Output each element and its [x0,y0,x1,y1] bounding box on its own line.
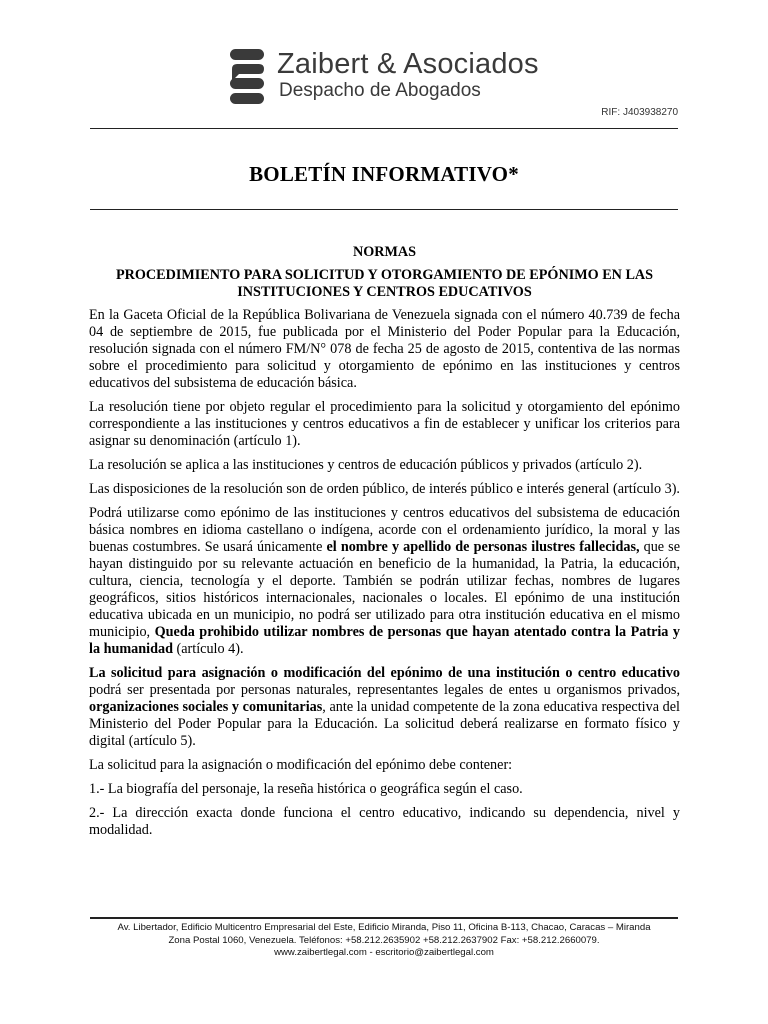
paragraph-5-text-b: que se hayan distinguido por su relevante actuación en beneficio de la humanidad, la Patria, la educación, cultura, ciencia, tecnología y el deporte. También se podrán utilizar fechas, nombres de lugares geográficos, sitios históricos internacionales, nacionales o locales. El epónimo de una institución educativa ubicada en un municipio, no podrá ser utilizado para otra institución educativa en el mismo municipio, [89,539,680,640]
paragraph-5-bold-a: el nombre y apellido de personas ilustres fallecidas, [326,539,640,555]
paragraph-6-text-b: , ante la unidad competente de la zona educativa respectiva del Ministerio del Poder Popular para la Educación. La solicitud deberá realizarse en formato físico y digital (artículo 5). [89,699,680,749]
paragraph-4: Las disposiciones de la resolución son de orden público, de interés público e interés general (artículo 3). [89,481,680,497]
firm-name: Zaibert & Asociados [277,48,539,80]
paragraph-6 [89,665,680,750]
footer-address: Av. Libertador, Edificio Multicentro Empresarial del Este, Edificio Miranda, Piso 11, Oficina B-113, Chacao, Caracas – Miranda [117,922,651,933]
section-title: PROCEDIMIENTO PARA SOLICITUD Y OTORGAMIENTO DE EPÓNIMO EN LAS INSTITUCIONES Y CENTROS EDUCATIVOS [115,267,654,300]
title-divider [90,209,678,210]
paragraph-6-bold-a: La solicitud para asignación o modificación del epónimo de una institución o centro educativo [89,665,680,681]
firm-logo-icon [229,48,265,110]
paragraph-7: La solicitud para la asignación o modificación del epónimo debe contener: [89,757,513,773]
rif-number: RIF: J403938270 [601,107,678,118]
list-item-1: 1.- La biografía del personaje, la reseña histórica o geográfica según el caso. [89,781,523,797]
list-item-2: 2.- La dirección exacta donde funciona el centro educativo, indicando su dependencia, nivel y modalidad. [89,805,680,838]
paragraph-6-text-a: podrá ser presentada por personas naturales, representantes legales de entes u organismos privados, [89,682,680,698]
footer-web-email: www.zaibertlegal.com - escritorio@zaibertlegal.com [274,947,494,958]
paragraph-1: En la Gaceta Oficial de la República Bolivariana de Venezuela signada con el número 40.739 de fecha 04 de septiembre de 2015, fue publicada por el Ministerio del Poder Popular para la Educación, resolución signada con el número FM/N° 078 de fecha 25 de agosto de 2015, contentiva de las normas sobre el procedimiento para solicitud y otorgamiento de epónimo en las instituciones y centros educativos del subsistema de educación básica. [89,307,680,391]
footer-phones: Zona Postal 1060, Venezuela. Teléfonos: +58.212.2635902 +58.212.2637902 Fax: +58.212.2660079. [168,934,600,946]
paragraph-5-bold-b: Queda prohibido utilizar nombres de personas que hayan atentado contra la Patria y la humanidad [89,624,680,657]
footer-divider [90,917,678,919]
paragraph-6-bold-b: organizaciones sociales y comunitarias [89,699,323,715]
paragraph-5-text-a: Podrá utilizarse como epónimo de las instituciones y centros educativos del subsistema de educación básica nombres en idioma castellano o indígena, acorde con el ordenamiento jurídico, la moral y las buenas costumbres. Se usará únicamente [89,505,680,555]
bulletin-title: BOLETÍN INFORMATIVO* [249,162,519,186]
document-body [89,244,680,846]
paragraph-3: La resolución se aplica a las instituciones y centros de educación públicos y privados (artículo 2). [89,457,643,473]
firm-logo [229,48,539,110]
firm-subtitle: Despacho de Abogados [279,80,481,101]
paragraph-5-text-c: (artículo 4). [172,641,244,657]
paragraph-2: La resolución tiene por objeto regular el procedimiento para la solicitud y otorgamiento del epónimo correspondiente a las instituciones y centros educativos a fin de establecer y unificar los criterios para asignar su denominación (artículo 1). [89,399,680,449]
header-divider [90,128,678,129]
section-category: NORMAS [352,244,417,260]
footer [90,922,678,960]
paragraph-5 [89,505,680,658]
